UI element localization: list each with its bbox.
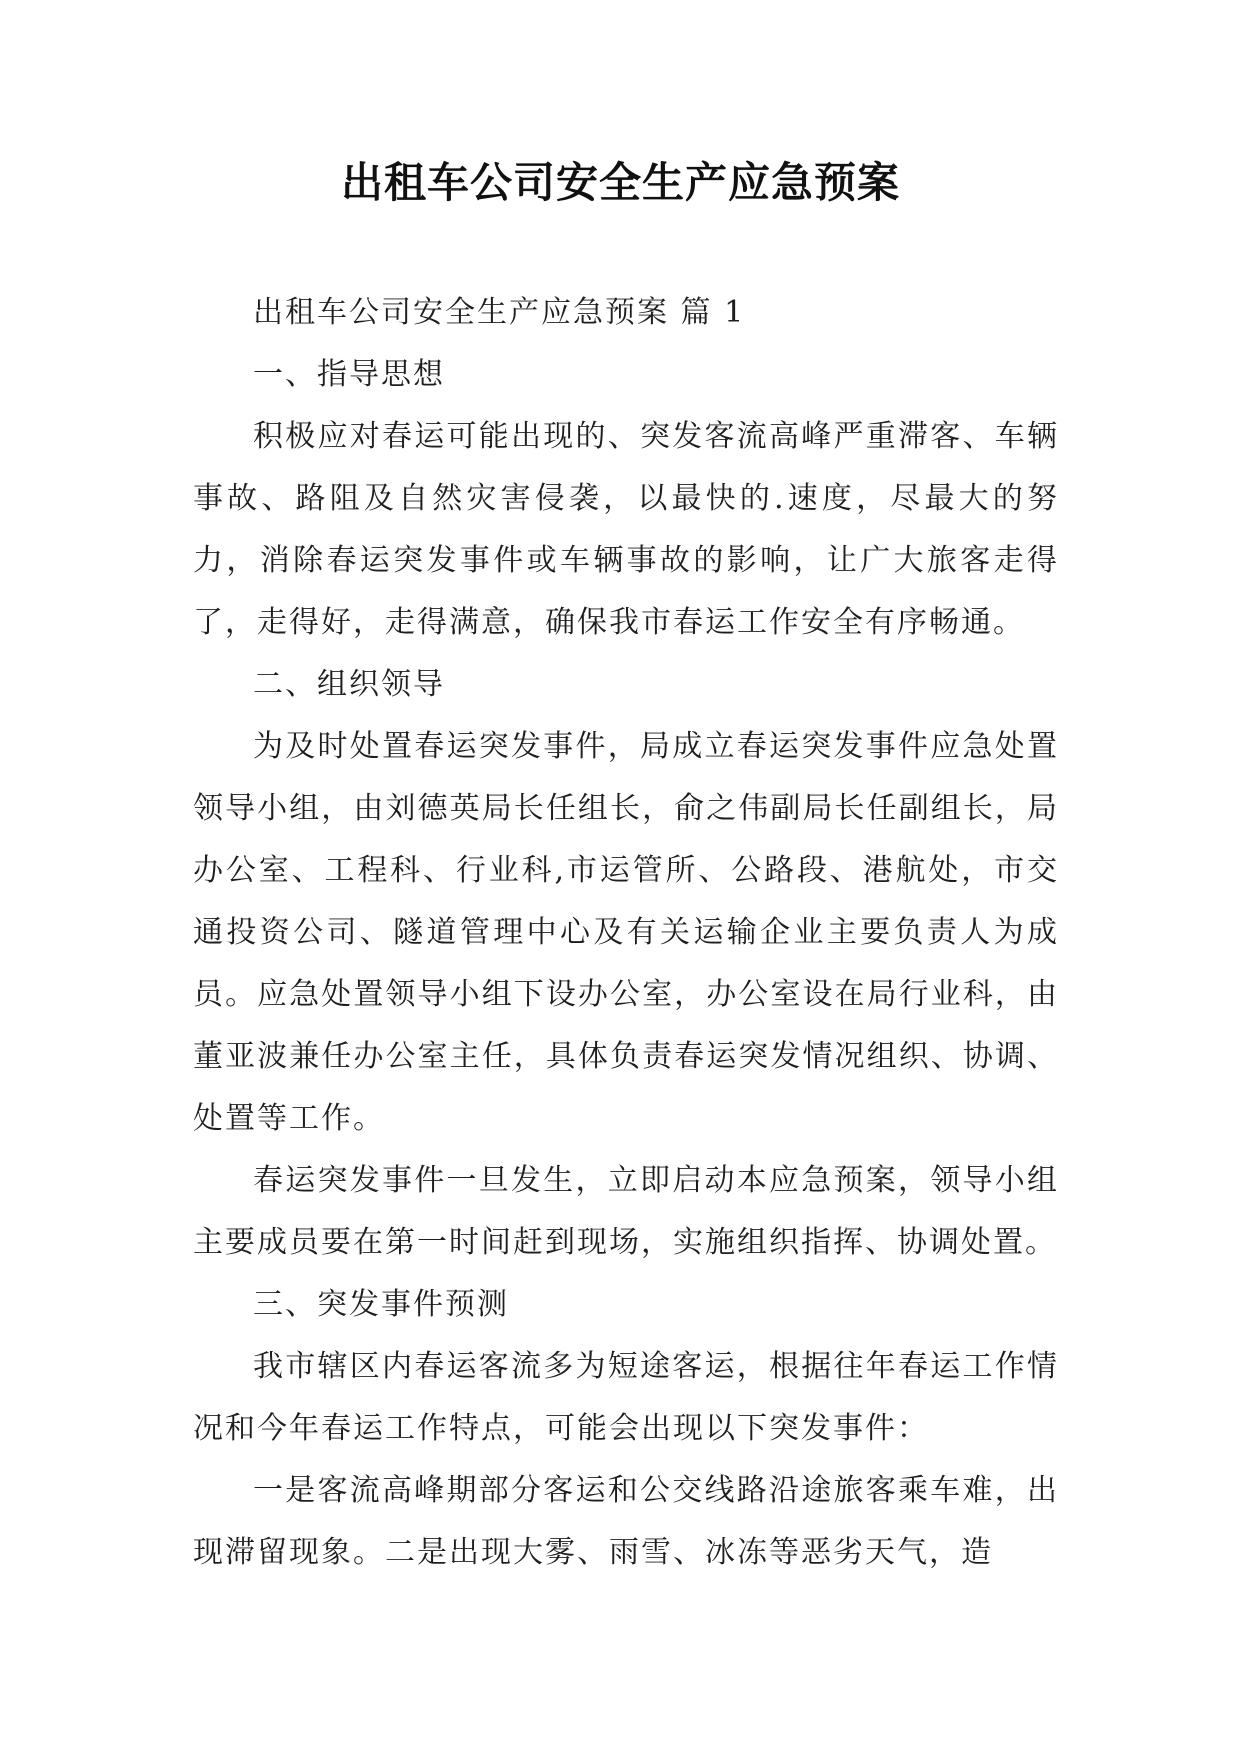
paragraph-guiding-ideology: 积极应对春运可能出现的、突发客流高峰严重滞客、车辆事故、路阻及自然灾害侵袭，以最快的.速度，尽最大的努力，消除春运突发事件或车辆事故的影响，让广大旅客走得了，走得好，走得满意，确保我市春运工作安全有序畅通。 [193, 419, 1059, 640]
document-title: 出租车公司安全生产应急预案 [340, 158, 900, 207]
paragraph-section-heading: 出租车公司安全生产应急预案 篇 1 [253, 295, 746, 330]
paragraph-heading-guiding-ideology: 一、指导思想 [253, 357, 445, 392]
paragraph-activation: 春运突发事件一旦发生，立即启动本应急预案，领导小组主要成员要在第一时间赶到现场，实施组织指挥、协调处置。 [193, 1163, 1059, 1260]
paragraph-heading-organization: 二、组织领导 [253, 667, 445, 702]
paragraph-heading-prediction: 三、突发事件预测 [253, 1287, 509, 1322]
document-body [193, 282, 1059, 1584]
paragraph-prediction-items: 一是客流高峰期部分客运和公交线路沿途旅客乘车难，出现滞留现象。二是出现大雾、雨雪、冰冻等恶劣天气，造 [193, 1473, 1059, 1570]
paragraph-organization: 为及时处置春运突发事件，局成立春运突发事件应急处置领导小组，由刘德英局长任组长，俞之伟副局长任副组长，局办公室、工程科、行业科,市运管所、公路段、港航处，市交通投资公司、隧道管理中心及有关运输企业主要负责人为成员。应急处置领导小组下设办公室，办公室设在局行业科，由董亚波兼任办公室主任，具体负责春运突发情况组织、协调、处置等工作。 [193, 729, 1059, 1136]
paragraph-prediction-intro: 我市辖区内春运客流多为短途客运，根据往年春运工作情况和今年春运工作特点，可能会出现以下突发事件： [193, 1349, 1059, 1446]
